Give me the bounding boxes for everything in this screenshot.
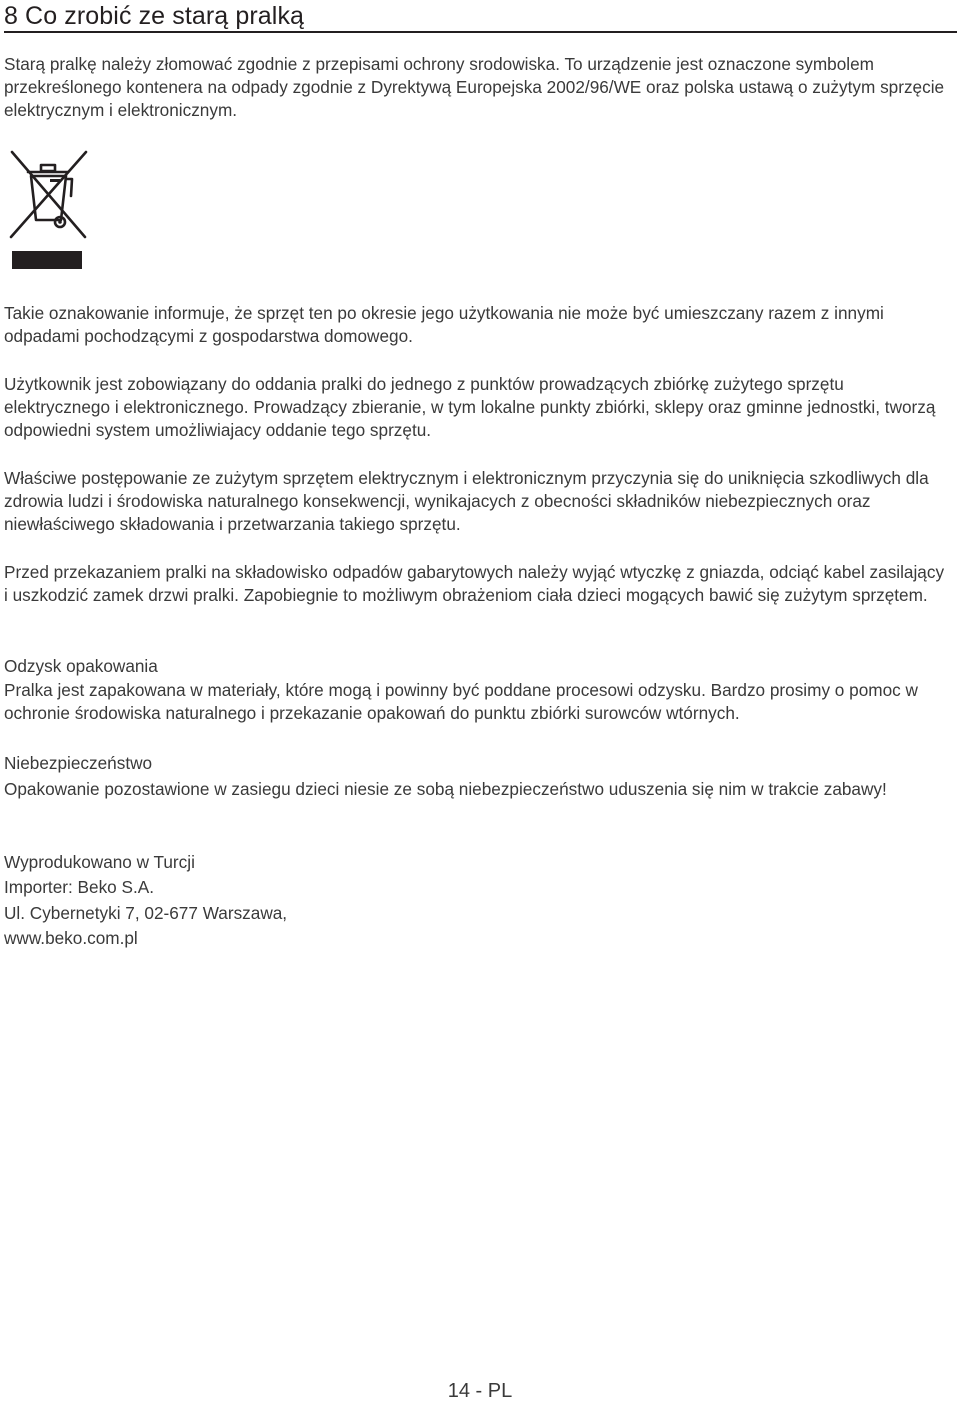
page-number: 14 - PL <box>447 1380 513 1402</box>
danger-title: Niebezpieczeństwo <box>4 753 153 773</box>
address-line: Ul. Cybernetyki 7, 02-677 Warszawa, <box>4 903 288 923</box>
importer-line: Importer: Beko S.A. <box>4 877 154 897</box>
intro-paragraph: Starą pralkę należy złomować zgodnie z przepisami ochrony srodowiska. To urządzenie jest oznaczone symbolem przekreślonego kontenera na odpady zgodnie z Dyrektywą Europejska 2002/96/WE oraz polska ustawą o zużytym sprzęcie elektrycznym i elektronicznym. <box>4 54 945 120</box>
marking-paragraph: Takie oznakowanie informuje, że sprzęt ten po okresie jego użytkowania nie może być umieszczany razem z innymi odpadami pochodzącymi z gospodarstwa domowego. <box>4 303 884 346</box>
danger-text: Opakowanie pozostawione w zasiegu dzieci niesie ze sobą niebezpieczeństwo uduszenia się nim w trakcie zabawy! <box>4 779 887 799</box>
made-in-line: Wyprodukowano w Turcji <box>4 852 195 872</box>
weee-crossed-bin-icon <box>6 150 90 272</box>
proper-handling-paragraph: Właściwe postępowanie ze zużytym sprzętem elektrycznym i elektronicznym przyczynia się do uniknięcia szkodliwych dla zdrowia ludzi i środowiska naturalnego konsekwencji, wynikajacych z obecności składników niebezpiecznych oraz niewłaściwego składowania i przetwarzania takiego sprzętu. <box>4 468 929 534</box>
before-disposal-paragraph: Przed przekazaniem pralki na składowisko odpadów gabarytowych należy wyjąć wtyczkę z gniazda, odciąć kabel zasilający i uszkodzić zamek drzwi pralki. Zapobiegnie to możliwym obrażeniom ciała dzieci mogących bawić się zużytym sprzętem. <box>4 562 945 605</box>
section-heading: 8 Co zrobić ze starą pralką <box>4 2 957 33</box>
packaging-title: Odzysk opakowania <box>4 656 158 676</box>
packaging-text: Pralka jest zapakowana w materiały, które mogą i powinny być poddane procesowi odzysku. Bardzo prosimy o pomoc w ochronie środowiska naturalnego i przekazanie opakowań do punktu zbiórki surowców wtórnych. <box>4 680 918 723</box>
user-obligation-paragraph: Użytkownik jest zobowiązany do oddania pralki do jednego z punktów prowadzących zbiórkę zużytego sprzętu elektrycznego i elektronicznego. Prowadzący zbieranie, w tym lokalne punkty zbiórki, sklepy oraz gminne jednostki, tworzą odpowiedni system umożliwiajacy oddanie tego sprzętu. <box>4 374 936 440</box>
website-line: www.beko.com.pl <box>4 928 138 948</box>
